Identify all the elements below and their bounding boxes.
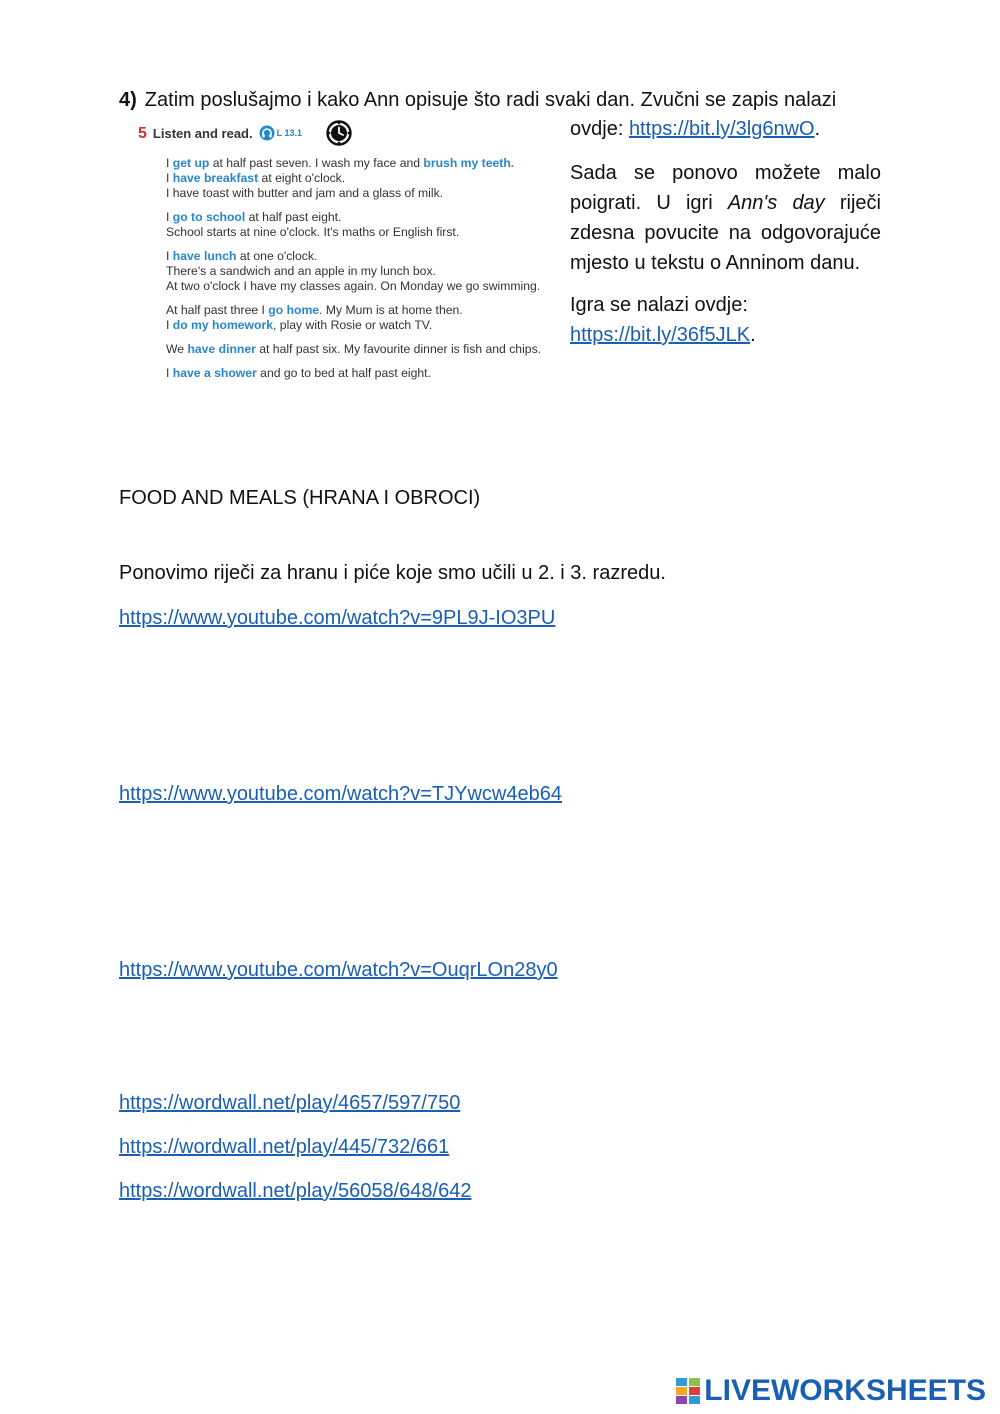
game-title: Ann's day [727, 192, 825, 214]
excerpt-keyword: do my homework [172, 318, 274, 332]
excerpt-line [166, 171, 548, 186]
excerpt-body [138, 156, 548, 381]
excerpt-line [166, 318, 548, 333]
youtube-link-1[interactable]: https://www.youtube.com/watch?v=9PL9J-IO3PU [119, 607, 556, 629]
textbook-excerpt [138, 120, 548, 390]
clock-icon [326, 120, 352, 146]
liveworksheets-logo-icon [676, 1378, 700, 1404]
excerpt-text: We [166, 342, 188, 356]
audio-badge [259, 125, 302, 141]
excerpt-text: and go to bed at half past eight. [256, 366, 431, 380]
excerpt-line [166, 366, 548, 381]
wordwall-link-1[interactable]: https://wordwall.net/play/4657/597/750 [119, 1092, 461, 1114]
excerpt-text: at half past eight. [245, 210, 342, 224]
excerpt-keyword: have a shower [172, 366, 257, 380]
excerpt-text: at half past six. My favourite dinner is fish and chips. [255, 342, 542, 356]
game-link[interactable]: https://bit.ly/36f5JLK [570, 324, 751, 346]
excerpt-text: at half past seven. I wash my face and [209, 156, 424, 170]
liveworksheets-logo [676, 1374, 986, 1408]
excerpt-text: School starts at nine o'clock. It's maths or English first. [166, 225, 460, 239]
excerpt-line [166, 186, 548, 201]
excerpt-line [166, 156, 548, 171]
excerpt-paragraph [166, 303, 548, 333]
audio-code: L 13.1 [276, 127, 302, 138]
wordwall-link-2[interactable]: https://wordwall.net/play/445/732/661 [119, 1136, 450, 1158]
excerpt-text: I have toast with butter and jam and a glass of milk. [166, 186, 444, 200]
game-location: Igra se nalazi ovdje: https://bit.ly/36f5JLK. [570, 294, 756, 346]
excerpt-line [166, 249, 548, 264]
excerpt-text: at eight o'clock. [258, 171, 346, 185]
game-instructions: Sada se ponovo možete malo poigrati. U igri Ann's day riječi zdesna povucite na odgovorajuće mjesto u tekstu o Anninom danu. [570, 162, 881, 274]
excerpt-line [166, 279, 548, 294]
section-4-intro [119, 85, 881, 115]
excerpt-text: I [166, 156, 173, 170]
logo-text: LIVEWORKSHEETS [704, 1374, 986, 1407]
excerpt-paragraph [166, 342, 548, 357]
excerpt-text: At half past three I [166, 303, 269, 317]
excerpt-keyword: get up [172, 156, 210, 170]
headphones-icon [259, 125, 275, 141]
wordwall-link-3[interactable]: https://wordwall.net/play/56058/648/642 [119, 1180, 472, 1202]
excerpt-line [166, 210, 548, 225]
excerpt-text: I [166, 210, 173, 224]
excerpt-keyword: go to school [172, 210, 246, 224]
review-text: Ponovimo riječi za hranu i piće koje smo učili u 2. i 3. razredu. [119, 562, 666, 584]
excerpt-text: , play with Rosie or watch TV. [273, 318, 433, 332]
excerpt-paragraph [166, 156, 548, 201]
excerpt-keyword: go home [268, 303, 320, 317]
excerpt-text: I [166, 249, 173, 263]
youtube-link-2[interactable]: https://www.youtube.com/watch?v=TJYwcw4eb64 [119, 783, 562, 805]
excerpt-header [138, 120, 548, 146]
right-column [570, 114, 881, 362]
excerpt-paragraph [166, 210, 548, 240]
excerpt-line [166, 225, 548, 240]
excerpt-text: I [166, 171, 173, 185]
excerpt-paragraph [166, 366, 548, 381]
excerpt-text: at one o'clock. [236, 249, 318, 263]
youtube-link-3[interactable]: https://www.youtube.com/watch?v=OuqrLOn28y0 [119, 959, 558, 981]
audio-location: ovdje: https://bit.ly/3lg6nwO. [570, 118, 821, 140]
excerpt-keyword: have breakfast [172, 171, 259, 185]
excerpt-keyword: have dinner [187, 342, 256, 356]
exercise-title: Listen and read. [152, 125, 253, 141]
section-number: 4) [119, 89, 137, 111]
excerpt-paragraph [166, 249, 548, 294]
audio-link[interactable]: https://bit.ly/3lg6nwO [628, 118, 815, 140]
excerpt-text: There's a sandwich and an apple in my lunch box. [166, 264, 436, 278]
food-heading: FOOD AND MEALS (HRANA I OBROCI) [119, 487, 481, 509]
excerpt-text: I [166, 366, 173, 380]
excerpt-line [166, 342, 548, 357]
excerpt-keyword: brush my teeth. [423, 156, 515, 170]
excerpt-line [166, 264, 548, 279]
exercise-number: 5 [138, 124, 147, 142]
intro-text: Zatim poslušajmo i kako Ann opisuje što radi svaki dan. Zvučni se zapis nalazi [144, 89, 837, 111]
excerpt-text: . My Mum is at home then. [319, 303, 463, 317]
excerpt-text: I [166, 318, 173, 332]
excerpt-keyword: have lunch [172, 249, 237, 263]
excerpt-line [166, 303, 548, 318]
excerpt-text: At two o'clock I have my classes again. On Monday we go swimming. [166, 279, 541, 293]
